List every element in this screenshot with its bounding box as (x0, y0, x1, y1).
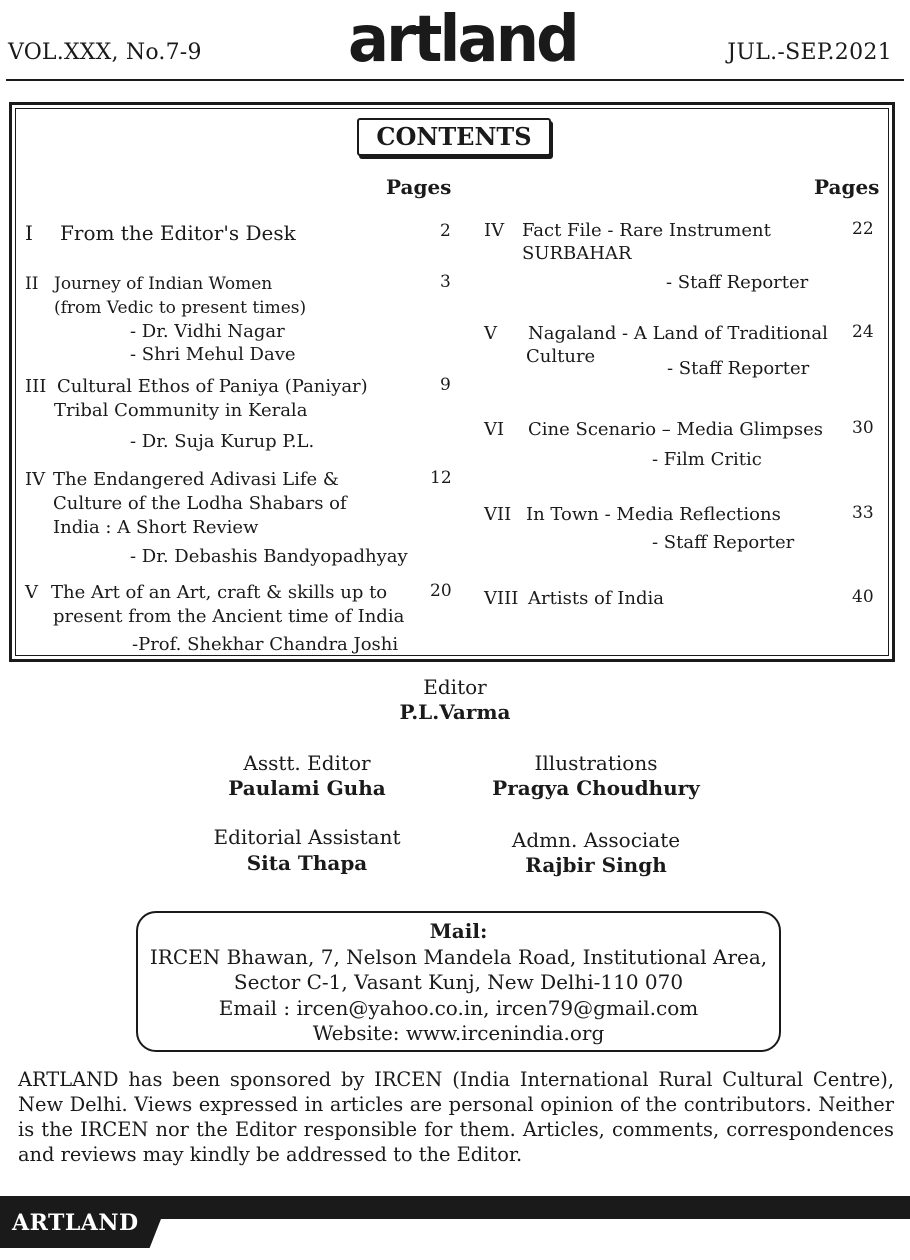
toc-right-5-num: VIII (484, 588, 519, 609)
admn-associate-label: Admn. Associate (511, 828, 681, 852)
editorial-assistant-label: Editorial Assistant (213, 825, 401, 849)
asst-editor-label: Asstt. Editor (243, 751, 371, 775)
editor-label: Editor (423, 675, 487, 699)
toc-left-4-author-1: - Dr. Debashis Bandyopadhyay (130, 546, 408, 567)
footer-label: ARTLAND (12, 1210, 139, 1236)
volume-issue: VOL.XXX, No.7-9 (8, 40, 202, 65)
toc-left-5-title-line1: The Art of an Art, craft & skills up to (51, 582, 388, 603)
magazine-logo: artland (348, 3, 577, 77)
editor-name: P.L.Varma (399, 700, 511, 724)
toc-right-4-author-1: - Staff Reporter (652, 532, 795, 553)
toc-left-3-title-line2: Tribal Community in Kerala (54, 400, 308, 421)
mail-email: Email : ircen@yahoo.co.in, ircen79@gmail.com (218, 996, 699, 1020)
mail-address-line1: IRCEN Bhawan, 7, Nelson Mandela Road, Institutional Area, (149, 945, 768, 969)
toc-left-5-title-line2: present from the Ancient time of India (53, 606, 405, 627)
pages-heading-left: Pages (386, 175, 452, 199)
toc-left-3-author-1: - Dr. Suja Kurup P.L. (130, 431, 315, 452)
pages-heading-right: Pages (814, 175, 880, 199)
toc-left-2-author-1: - Dr. Vidhi Nagar (130, 321, 285, 342)
toc-left-1-num: I (25, 221, 33, 245)
toc-left-2-page: 3 (440, 272, 451, 292)
asst-editor-name: Paulami Guha (228, 776, 386, 800)
admn-associate-name: Rajbir Singh (525, 853, 667, 877)
toc-left-1-title: From the Editor's Desk (60, 221, 296, 245)
toc-left-5-num: V (25, 582, 38, 603)
toc-left-4-title-line1: The Endangered Adivasi Life & (53, 469, 339, 490)
toc-left-2-title-line2: (from Vedic to present times) (54, 298, 307, 318)
toc-right-2-title-line1: Nagaland - A Land of Traditional (528, 323, 828, 344)
toc-right-5-title-line1: Artists of India (528, 588, 664, 609)
toc-right-2-num: V (484, 323, 497, 344)
mail-heading: Mail: (429, 919, 488, 943)
mail-website: Website: www.ircenindia.org (312, 1021, 605, 1045)
issue-date: JUL.-SEP.2021 (727, 40, 892, 65)
toc-right-1-page: 22 (852, 219, 874, 239)
toc-right-3-author-1: - Film Critic (652, 449, 762, 470)
toc-right-3-title-line1: Cine Scenario – Media Glimpses (528, 419, 823, 440)
toc-left-4-page: 12 (430, 468, 452, 488)
toc-right-2-page: 24 (852, 322, 874, 342)
toc-left-1-page: 2 (440, 221, 451, 241)
toc-right-1-title-line1: Fact File - Rare Instrument (522, 220, 771, 241)
toc-left-5-author-1: -Prof. Shekhar Chandra Joshi (132, 634, 399, 655)
toc-right-3-num: VI (484, 419, 505, 440)
toc-right-2-title-line2: Culture (526, 346, 596, 367)
toc-left-3-num: III (25, 376, 47, 397)
sponsor-disclaimer: ARTLAND has been sponsored by IRCEN (India International Rural Cultural Centre), New Delhi. Views expressed in articles are personal opinion of the contributors. Neither is the IRCEN nor the Editor responsible for them. Articles, comments, correspondences and reviews may kindly be addressed to the Editor. (18, 1068, 894, 1166)
toc-right-4-page: 33 (852, 503, 874, 523)
toc-left-4-num: IV (25, 469, 46, 490)
toc-left-2-title-line1: Journey of Indian Women (54, 274, 273, 294)
toc-left-3-page: 9 (440, 375, 451, 395)
toc-right-1-author-1: - Staff Reporter (666, 272, 809, 293)
header-divider (6, 79, 904, 81)
toc-left-5-page: 20 (430, 581, 452, 601)
illustrations-label: Illustrations (534, 751, 658, 775)
toc-right-4-title-line1: In Town - Media Reflections (526, 504, 781, 525)
toc-left-4-title-line2: Culture of the Lodha Shabars of (53, 493, 347, 514)
contents-heading: CONTENTS (357, 118, 551, 156)
editorial-assistant-name: Sita Thapa (246, 851, 368, 875)
toc-left-2-author-2: - Shri Mehul Dave (130, 344, 296, 365)
toc-left-2-num: II (25, 274, 39, 294)
toc-right-2-author-1: - Staff Reporter (667, 358, 810, 379)
toc-left-4-title-line3: India : A Short Review (53, 517, 259, 538)
toc-left-3-title-line1: Cultural Ethos of Paniya (Paniyar) (57, 376, 368, 397)
mail-address-line2: Sector C-1, Vasant Kunj, New Delhi-110 070 (233, 970, 684, 994)
toc-right-5-page: 40 (852, 587, 874, 607)
toc-right-1-num: IV (484, 220, 505, 241)
illustrations-name: Pragya Choudhury (492, 776, 700, 800)
toc-right-1-title-line2: SURBAHAR (522, 243, 632, 264)
toc-right-4-num: VII (484, 504, 512, 525)
toc-right-3-page: 30 (852, 418, 874, 438)
